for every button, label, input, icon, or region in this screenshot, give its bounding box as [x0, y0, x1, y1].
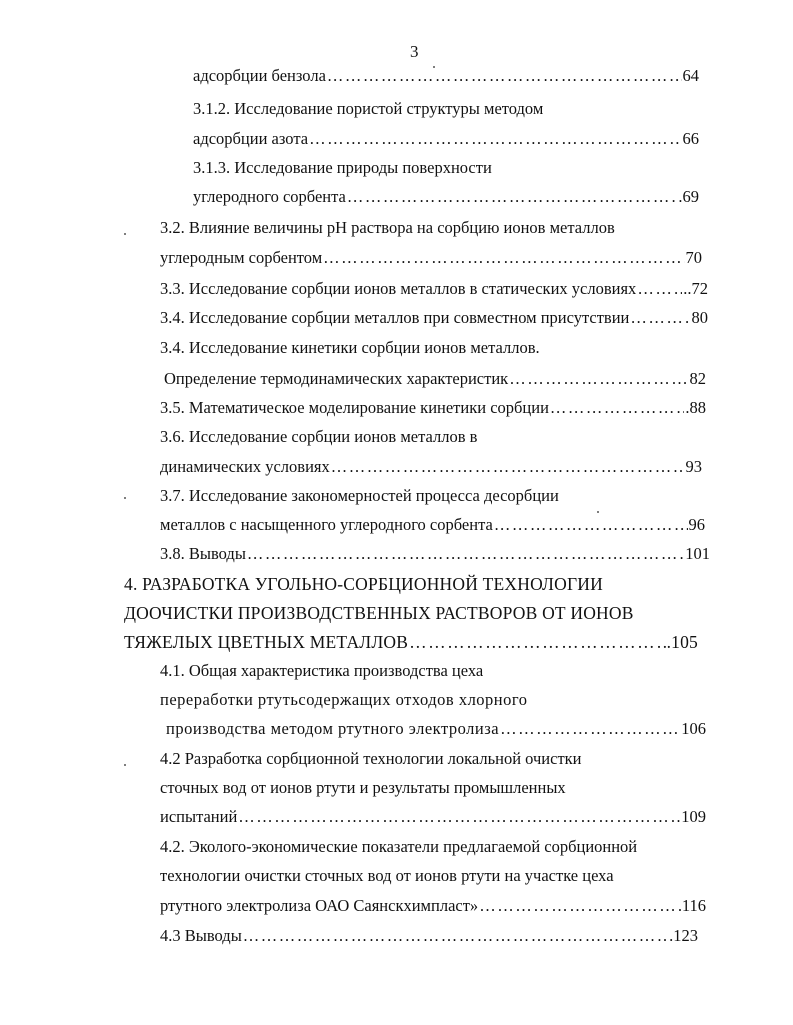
- toc-page-number: 109: [681, 807, 706, 826]
- leader-dots: [243, 926, 668, 946]
- leader-dots: [550, 398, 684, 418]
- toc-entry-title-cont: технологии очистки сточных вод от ионов ртути на участке цеха: [160, 866, 614, 885]
- toc-entry-title-cont: углеродным сорбентом: [160, 248, 323, 267]
- toc-entry-title: 3.6. Исследование сорбции ионов металлов в: [160, 427, 478, 446]
- toc-entry-title: 4.1. Общая характеристика производства цеха: [160, 661, 484, 680]
- toc-page-number: 82: [689, 369, 706, 388]
- leader-dots: [637, 279, 682, 299]
- toc-page-number: .69: [678, 187, 699, 206]
- toc-entry-title: 3.1.2. Исследование пористой структуры методом: [193, 99, 544, 118]
- toc-chapter-4: [124, 632, 698, 652]
- toc-entry-title-cont: адсорбции азота: [193, 129, 309, 148]
- leader-dots: [247, 544, 684, 564]
- toc-entry-3-1-3: [193, 187, 699, 207]
- leader-dots: [494, 515, 688, 535]
- scan-speck: [124, 764, 126, 766]
- toc-page-number: 106: [681, 719, 706, 738]
- toc-page-number: 64: [682, 66, 699, 85]
- toc-entry-title: 4.2. Эколого-экономические показатели предлагаемой сорбционной: [160, 837, 638, 856]
- leader-dots: [238, 807, 680, 827]
- toc-entry-3-1-1-end: [193, 66, 699, 86]
- toc-entry-title-cont: переработки ртутьсодержащих отходов хлорного: [160, 690, 528, 709]
- leader-dots: [323, 248, 684, 268]
- leader-dots: [409, 632, 665, 652]
- leader-dots: [327, 66, 682, 86]
- toc-entry-title-cont: металлов с насыщенного углеродного сорбента: [160, 515, 493, 534]
- toc-entry-4-2-eco: [160, 896, 706, 916]
- toc-entry-4-2-dev: [160, 807, 706, 827]
- toc-page-number: 116: [681, 896, 706, 915]
- toc-entry-title-cont: углеродного сорбента: [193, 187, 346, 206]
- leader-dots: [630, 308, 690, 328]
- toc-entry-title: 3.7. Исследование закономерностей процесса десорбции: [160, 486, 559, 505]
- toc-entry-3-2: [160, 248, 702, 268]
- toc-entry-title: 3.3. Исследование сорбции ионов металлов в статических условиях: [160, 279, 637, 298]
- scan-speck: [433, 66, 435, 68]
- leader-dots: [500, 719, 680, 739]
- toc-entry-title: 3.1.3. Исследование природы поверхности: [193, 158, 492, 177]
- toc-entry-4-3: [160, 926, 698, 946]
- toc-entry-title-cont: ртутного электролиза ОАО Саянскхимпласт»: [160, 896, 479, 915]
- leader-dots: [331, 457, 685, 477]
- toc-entry-title: 3.8. Выводы: [160, 544, 246, 563]
- toc-entry-3-3: [160, 279, 708, 299]
- toc-entry-title: 4.3 Выводы: [160, 926, 242, 945]
- toc-entry-title-cont: испытаний: [160, 807, 238, 826]
- scan-speck: [124, 233, 126, 235]
- toc-page-number: 80: [691, 308, 708, 327]
- toc-entry-3-5: [160, 398, 706, 418]
- toc-chapter-title: 4. РАЗРАБОТКА УГОЛЬНО-СОРБЦИОННОЙ ТЕХНОЛОГИИ: [124, 574, 603, 594]
- toc-entry-title-cont: Определение термодинамических характеристик: [164, 369, 509, 388]
- scan-speck: [124, 497, 126, 499]
- leader-dots: [347, 187, 678, 207]
- toc-page-number: 66: [682, 129, 699, 148]
- page-number: 3: [410, 42, 419, 61]
- toc-page-number: .123: [669, 926, 698, 945]
- toc-page-number: .88: [685, 398, 706, 417]
- leader-dots: [309, 129, 681, 149]
- toc-entry-title: 3.5. Математическое моделирование кинетики сорбции: [160, 398, 549, 417]
- leader-dots: [509, 369, 688, 389]
- toc-entry-title: 4.2 Разработка сорбционной технологии локальной очистки: [160, 749, 582, 768]
- toc-page-number: 70: [685, 248, 702, 267]
- toc-entry-title: 3.4. Исследование сорбции металлов при совместном присутствии: [160, 308, 630, 327]
- toc-entry-3-7: [160, 515, 705, 535]
- toc-entry-title-cont: производства методом ртутного электролиза: [166, 719, 500, 738]
- toc-page-number: 101: [685, 544, 710, 563]
- toc-entry-3-4: [160, 308, 708, 328]
- toc-entry-3-1-2: [193, 129, 699, 149]
- toc-page-number: 96: [688, 515, 705, 534]
- toc-page-number: ..72: [683, 279, 708, 298]
- toc-entry-title-cont: сточных вод от ионов ртути и результаты промышленных: [160, 778, 566, 797]
- toc-entry-4-1: [166, 719, 706, 739]
- toc-entry-title: 3.2. Влияние величины pH раствора на сорбцию ионов металлов: [160, 218, 615, 237]
- toc-chapter-title-cont: ТЯЖЕЛЫХ ЦВЕТНЫХ МЕТАЛЛОВ: [124, 632, 409, 652]
- toc-entry-title: адсорбции бензола: [193, 66, 326, 85]
- toc-chapter-title-cont: ДООЧИСТКИ ПРОИЗВОДСТВЕННЫХ РАСТВОРОВ ОТ ИОНОВ: [124, 603, 634, 623]
- toc-entry-3-4-kinetics: [164, 369, 706, 389]
- scan-speck: [597, 511, 599, 513]
- toc-entry-title-cont: динамических условиях: [160, 457, 330, 476]
- toc-entry-3-8: [160, 544, 710, 564]
- toc-page-number: 93: [685, 457, 702, 476]
- toc-entry-3-6: [160, 457, 702, 477]
- toc-entry-title: 3.4. Исследование кинетики сорбции ионов металлов.: [160, 338, 540, 357]
- leader-dots: [479, 896, 681, 916]
- toc-page-number: .105: [666, 632, 698, 652]
